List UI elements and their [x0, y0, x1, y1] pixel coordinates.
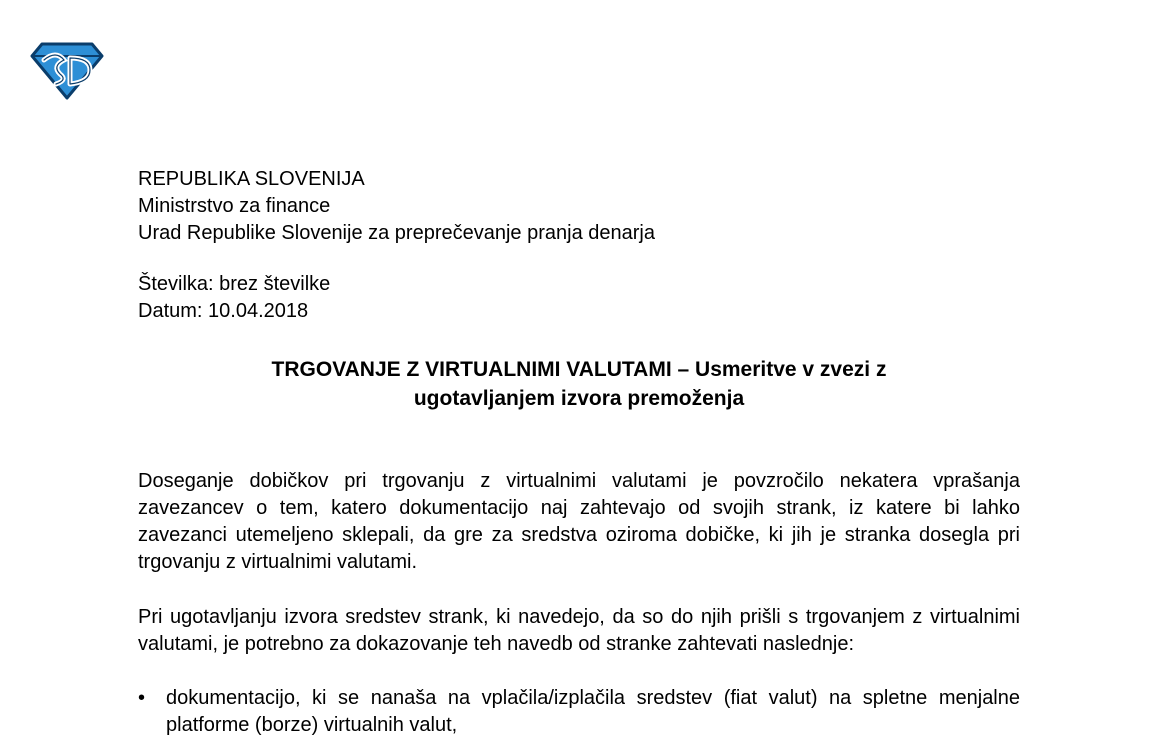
sd-diamond-logo-icon — [30, 40, 104, 100]
issuer-office: Urad Republike Slovenije za preprečevanje pranja denarja — [138, 222, 655, 244]
document-number: Številka: brez številke — [138, 273, 331, 295]
bullet-icon: • — [138, 687, 146, 709]
document-title — [138, 355, 1020, 413]
document-meta — [138, 271, 330, 325]
issuer-header — [138, 166, 655, 247]
body-paragraph-1: Doseganje dobičkov pri trgovanju z virtualnimi valutami je povzročilo nekatera vprašanja zavezancev o tem, katero dokumentacijo naj zahtevajo od svojih strank, iz katere bi lahko zavezanci utemeljeno sklepali, da gre za sredstva oziroma dobičke, ki jih je stranka dosegla pri trgovanju z virtualnimi valutami. — [138, 470, 1020, 573]
issuer-ministry: Ministrstvo za finance — [138, 195, 331, 217]
body-paragraph-2: Pri ugotavljanju izvora sredstev strank, ki navedejo, da so do njih prišli s trgovanjem z virtualnimi valutami, je potrebno za dokazovanje teh navedb od stranke zahtevati naslednje: — [138, 606, 1020, 655]
document-date: Datum: 10.04.2018 — [138, 300, 309, 322]
issuer-country: REPUBLIKA SLOVENIJA — [138, 168, 365, 190]
list-item-text: dokumentacijo, ki se nanaša na vplačila/izplačila sredstev (fiat valut) na spletne menjalne platforme (borze) virtualnih valut, — [166, 687, 1020, 736]
document-title-line2: ugotavljanjem izvora premoženja — [413, 387, 745, 410]
list-item — [138, 685, 1020, 739]
document-title-line1: TRGOVANJE Z VIRTUALNIMI VALUTAMI – Usmeritve v zvezi z — [271, 358, 887, 381]
